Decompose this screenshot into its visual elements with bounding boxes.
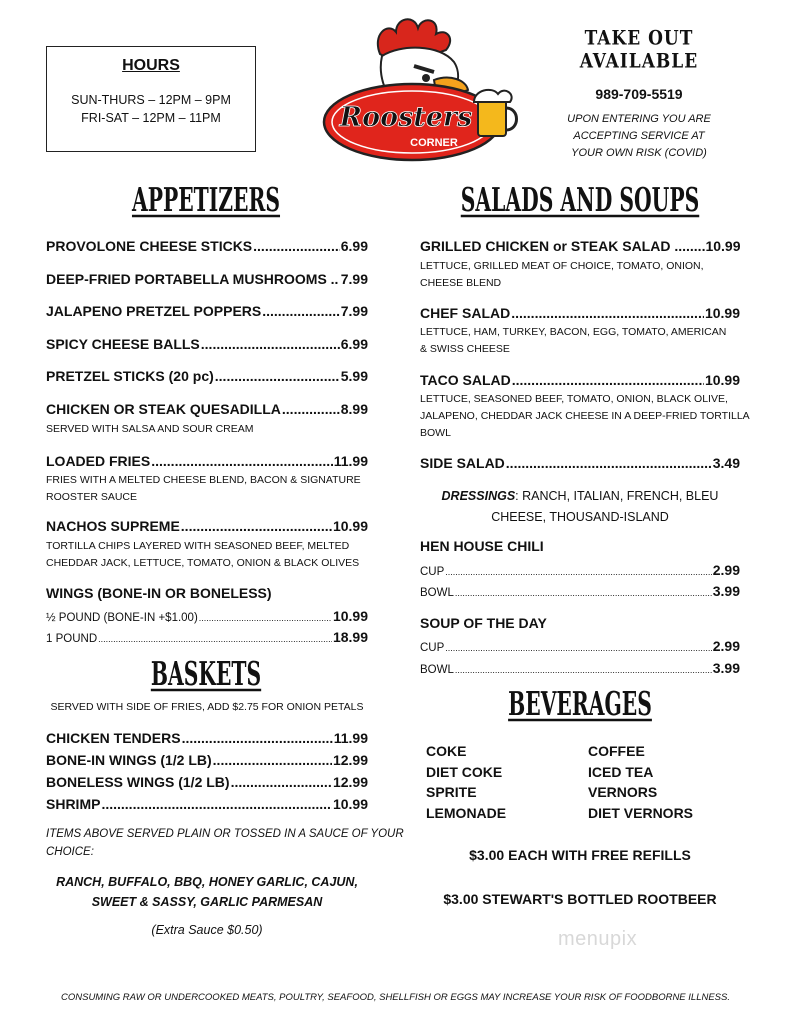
hours-line: SUN-THURS – 12PM – 9PM [71,93,231,107]
menu-item: BONELESS WINGS (1/2 LB) ..... 12.99 [46,774,368,790]
item-description: LETTUCE, GRILLED MEAT OF CHOICE, TOMATO, ONION, [420,260,704,272]
beverages-right-list [588,741,693,823]
logo-name: Roosters [339,102,473,133]
dressings: DRESSINGS: RANCH, ITALIAN, FRENCH, BLEU CHEESE, THOUSAND-ISLAND [441,489,719,524]
menu-item: NACHOS SUPREME ..... 10.99 [46,518,368,534]
wings-option: ½ POUND (BONE-IN +$1.00) ..... 10.99 [46,608,368,624]
item-description: ROOSTER SAUCE [46,491,138,503]
chili-bowl: BOWL ..... 3.99 [420,583,740,599]
sauce-list: RANCH, BUFFALO, BBQ, HONEY GARLIC, CAJUN, SWEET & SASSY, GARLIC PARMESAN [56,875,358,909]
refill-note: $3.00 EACH WITH FREE REFILLS [469,847,691,863]
soup-title: SOUP OF THE DAY [420,615,547,631]
menu-item: SIDE SALAD ..... 3.49 [420,455,740,471]
covid-note-line: YOUR OWN RISK (COVID) [571,147,707,159]
sauce-note: ITEMS ABOVE SERVED PLAIN OR TOSSED IN A SAUCE OF YOUR [46,828,404,840]
chili-title: HEN HOUSE CHILI [420,538,544,554]
logo-sub: CORNER [410,137,458,149]
beverage-item: LEMONADE [426,804,507,821]
menu-item: PROVOLONE CHEESE STICKS ..... 6.99 [46,238,368,254]
salads-title: SALADS AND SOUPS [460,182,700,220]
takeout-title: TAKE OUT AVAILABLE [579,27,699,73]
menu-item: DEEP-FRIED PORTABELLA MUSHROOMS .. ..... 7.99 [46,271,368,287]
rootbeer-note: $3.00 STEWART'S BOTTLED ROOTBEER [443,891,717,907]
watermark: menupix [558,928,638,950]
item-description: BOWL [420,427,451,439]
item-description: SERVED WITH SALSA AND SOUR CREAM [46,423,254,435]
beverage-item: VERNORS [588,784,658,800]
item-description: LETTUCE, SEASONED BEEF, TOMATO, ONION, BLACK OLIVE, [420,393,728,405]
food-safety-footer: CONSUMING RAW OR UNDERCOOKED MEATS, POULTRY, SEAFOOD, SHELLFISH OR EGGS MAY INCREASE YOUR RISK OF FOODBORNE ILLNESS. [61,992,730,1003]
menu-item: JALAPENO PRETZEL POPPERS ..... 7.99 [46,303,368,319]
menu-item: SHRIMP ..... 10.99 [46,796,368,812]
appetizers-title: APPETIZERS [131,182,281,220]
item-description: TORTILLA CHIPS LAYERED WITH SEASONED BEEF, MELTED [46,540,350,552]
chili-cup: CUP ..... 2.99 [420,562,740,578]
menu-item: CHICKEN TENDERS ..... 11.99 [46,730,368,746]
beverage-item: COKE [426,743,467,759]
beverage-item: SPRITE [426,784,477,800]
item-description: CHEDDAR JACK, LETTUCE, TOMATO, ONION & BLACK OLIVES [46,557,360,569]
phone-number: 989-709-5519 [595,86,683,102]
beverage-item: DIET COKE [426,763,503,780]
soup-cup: CUP ..... 2.99 [420,638,740,654]
beverage-item: COFFEE [588,743,645,759]
hours-title: HOURS [122,57,180,74]
menu-item: CHEF SALAD ..... 10.99 [420,305,740,321]
hours-line: FRI-SAT – 12PM – 11PM [81,111,221,125]
baskets-title: BASKETS [150,656,262,694]
dressings-label: DRESSINGS [441,489,516,503]
extra-sauce: (Extra Sauce $0.50) [151,923,263,937]
wings-option: 1 POUND ..... 18.99 [46,629,368,645]
item-description: JALAPENO, CHEDDAR JACK CHEESE IN A DEEP-FRIED TORTILLA [420,410,750,422]
item-description: LETTUCE, HAM, TURKEY, BACON, EGG, TOMATO, AMERICAN [420,326,727,338]
menu-item: TACO SALAD ..... 10.99 [420,372,740,388]
covid-note-line: UPON ENTERING YOU ARE [567,113,711,125]
menu-item: BONE-IN WINGS (1/2 LB) ..... 12.99 [46,752,368,768]
soup-bowl: BOWL ..... 3.99 [420,660,740,676]
beverages-left-list [426,741,506,823]
beverage-item: DIET VERNORS [588,804,694,821]
menu-item: GRILLED CHICKEN or STEAK SALAD ........ 10.99 [420,238,741,254]
item-description: CHEESE BLEND [420,277,502,289]
beverage-item: ICED TEA [588,763,654,780]
item-description: & SWISS CHEESE [420,343,510,355]
hours-box [46,46,256,152]
beverages-title: BEVERAGES [508,686,652,724]
item-description: FRIES WITH A MELTED CHEESE BLEND, BACON & SIGNATURE [46,474,361,486]
roosters-logo [322,14,528,166]
baskets-note: SERVED WITH SIDE OF FRIES, ADD $2.75 FOR ONION PETALS [50,701,364,713]
takeout-panel [528,27,750,162]
menu-item: CHICKEN OR STEAK QUESADILLA ..... 8.99 [46,401,368,417]
menu-item: PRETZEL STICKS (20 pc) ..... 5.99 [46,368,368,384]
rooster-icon [322,14,528,166]
wings-title: WINGS (BONE-IN OR BONELESS) [46,585,272,601]
menu-item: SPICY CHEESE BALLS ..... 6.99 [46,336,368,352]
sauce-note: CHOICE: [46,846,94,858]
menu-item: LOADED FRIES ..... 11.99 [46,453,368,469]
covid-note-line: ACCEPTING SERVICE AT [573,130,705,142]
